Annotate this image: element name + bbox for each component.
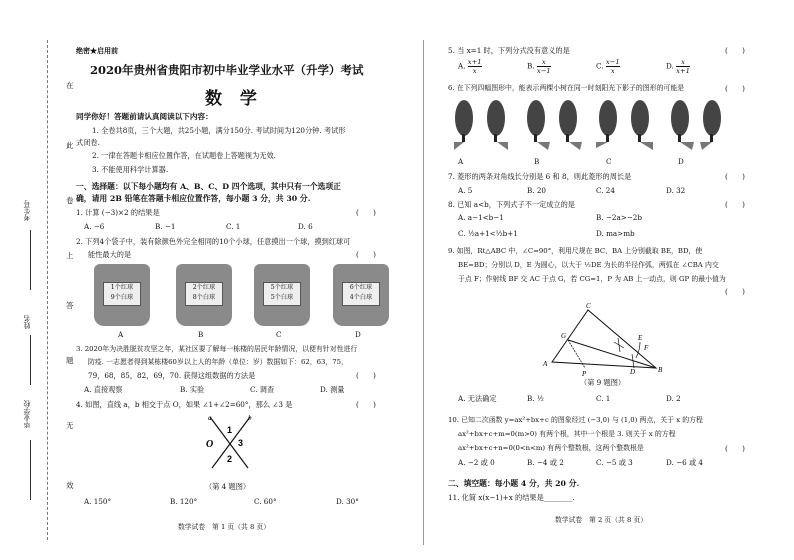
footer-right: 数学试卷 第 2 页（共 8 页） <box>555 516 648 524</box>
q8-paren: ( ) <box>725 200 745 209</box>
page-divider <box>423 40 424 545</box>
subject-title: 数 学 <box>205 89 263 109</box>
point-f: F <box>644 344 649 352</box>
q3-option: D. 测量 <box>320 385 345 394</box>
side-char: 无 <box>66 421 74 430</box>
notice-line: 2. 一律在答题卡相应位置作答，在试题卷上答题视为无效. <box>92 151 276 160</box>
ball-bag <box>333 264 389 326</box>
point-p: P <box>582 370 587 376</box>
q7-option: D. 32 <box>666 186 686 195</box>
q8-option: C. ½a+1<½b+1 <box>458 229 518 238</box>
binding-line <box>47 40 48 540</box>
q11-text: 11. 化简 x(x−1)+x 的结果是________. <box>448 493 575 502</box>
q5-paren: ( ) <box>725 46 745 55</box>
q3-option: C. 调查 <box>250 385 275 394</box>
q3-option: A. 直接观察 <box>84 385 123 394</box>
q7-paren: ( ) <box>725 172 745 181</box>
q3-option: B. 实验 <box>180 385 205 394</box>
q1-paren: ( ) <box>356 208 376 217</box>
side-char: 此 <box>66 141 74 150</box>
q6-option-letter: C <box>606 157 612 166</box>
tree-pair-d <box>671 100 721 150</box>
label-b: b <box>248 414 252 422</box>
ball-bag <box>176 264 232 326</box>
notice-line: 式闭卷. <box>76 138 100 147</box>
q10-text: ax²+bx+c+n=0(0<n<m) 有两个整数根，这两个整数根是 <box>458 444 644 452</box>
q6-paren: ( ) <box>725 84 745 93</box>
ball-bag <box>254 264 310 326</box>
school-label: 毕业学校 <box>23 400 31 428</box>
notice-line: 1. 全卷共8页，三个大题，共25小题，满分150分. 考试时间为120分钟. 考试形 <box>92 126 346 135</box>
q9-figure <box>540 298 665 376</box>
q5-option: D. $\frac{x}{x+1}$ <box>666 58 690 75</box>
q3-paren: ( ) <box>356 371 376 380</box>
point-e: E <box>638 334 643 342</box>
q2-text: 能性最大的是 <box>88 250 132 259</box>
bag-label: 6个红球 4个白球 <box>342 282 380 306</box>
q6-option-letter: B <box>534 157 540 166</box>
name-line <box>30 335 31 385</box>
tree-pair-a <box>454 100 508 150</box>
q6-text: 6. 在下列四幅图形中，能表示两棵小树在同一时刻阳光下影子的图形的可能是 <box>448 84 685 92</box>
q4-paren: ( ) <box>356 400 376 409</box>
q2-option-letter: B <box>198 330 204 339</box>
q10-option: D. −6 或 4 <box>666 458 704 467</box>
point-g: G <box>561 332 567 340</box>
point-d: D <box>630 368 636 376</box>
q7-text: 7. 菱形的两条对角线长分别是 6 和 8，则此菱形的周长是 <box>448 172 632 181</box>
q3-text: 防疫. 一志愿者得到某栋楼60岁以上人的年龄（单位：岁）数据如下：62，63，75， <box>88 358 348 366</box>
q9-option: A. 无法确定 <box>458 394 497 403</box>
exam-title: 2020年贵州省贵阳市初中毕业学业水平（升学）考试 <box>90 63 364 77</box>
side-char: 卷 <box>66 196 74 205</box>
q6-option-letter: D <box>678 157 684 166</box>
label-a: a <box>208 414 212 422</box>
q2-option-letter: A <box>118 330 124 339</box>
name-label: 姓名 <box>23 315 31 329</box>
q7-option: C. 24 <box>596 186 615 195</box>
q8-option: A. a−1<b−1 <box>458 213 504 222</box>
q7-option: A. 5 <box>458 186 473 195</box>
tree-pair-c <box>596 100 653 150</box>
q4-option: A. 150° <box>84 497 112 506</box>
q9-caption: （第 9 题图） <box>580 378 626 387</box>
q4-text: 4. 如图，直线 a，b 相交于点 O，如果 ∠1+∠2=60°，那么 ∠3 是 <box>76 400 293 409</box>
exam-no-line <box>30 230 31 290</box>
q9-text: BE=BD；分别以 D，E 为圆心，以大于 ½DE 为长的半径作弧，两弧在 ∠CBA 内交 <box>458 261 719 269</box>
arc-mark <box>618 338 620 352</box>
angle-2-label: 2 <box>227 454 233 464</box>
point-c: C <box>586 302 591 310</box>
q10-option: A. −2 或 0 <box>458 458 495 467</box>
notice-line: 3. 不能使用科学计算器. <box>92 165 169 174</box>
q4-option: C. 60° <box>254 497 277 506</box>
q6-figure <box>450 98 730 154</box>
tree-pair-b <box>527 100 582 150</box>
point-a: A <box>543 360 548 368</box>
notice-heading: 同学你好！答题前请认真阅读以下内容： <box>76 112 213 121</box>
q5-option: A. $\frac{x+1}{x}$ <box>458 58 482 75</box>
bag-label: 5个红球 5个白球 <box>263 282 301 306</box>
q8-text: 8. 已知 a<b，下列式子不一定成立的是 <box>448 200 575 209</box>
q10-paren: ( ) <box>725 444 745 453</box>
q9-option: C. 1 <box>596 394 611 403</box>
q5-option: B. $\frac{x}{x-1}$ <box>527 58 551 75</box>
q3-text: 79，68，85，82，69，70. 获得这组数据的方法是 <box>88 371 256 380</box>
q9-text: 9. 如图，Rt△ABC 中，∠C=90°，利用尺规在 BC，BA 上分别截取 BE，BD，使 <box>448 247 703 255</box>
secret-label: 绝密★启用前 <box>76 46 118 55</box>
q3-text: 3. 2020年为决胜脱贫攻坚之年，某社区要了解每一栋楼的居民年龄情况，以便有针对性进行 <box>76 345 358 353</box>
side-char: 答 <box>66 301 74 310</box>
q2-option-letter: D <box>355 330 361 339</box>
q6-option-letter: A <box>458 157 464 166</box>
q10-option: C. −5 或 3 <box>596 458 633 467</box>
section1-heading: 确，请用 2B 铅笔在答题卡相应位置作答，每小题 3 分，共 30 分. <box>76 194 311 203</box>
angle-1-label: 1 <box>227 425 233 435</box>
bag-label: 2个红球 8个白球 <box>185 282 223 306</box>
section1-heading: 一、选择题：以下每小题均有 A、B、C、D 四个选项，其中只有一个选项正 <box>76 182 341 191</box>
side-char: 题 <box>66 356 74 365</box>
q1-option: D. 6 <box>298 222 313 231</box>
q2-option-letter: C <box>276 330 282 339</box>
q2-paren: ( ) <box>356 250 376 259</box>
side-char: 效 <box>66 481 74 490</box>
bag-label: 1个红球 9个白球 <box>103 282 141 306</box>
q4-caption: （第 4 题图） <box>205 482 251 491</box>
arc-de <box>636 342 640 358</box>
footer-left: 数学试卷 第 1 页（共 8 页） <box>178 523 271 531</box>
q10-text: 10. 已知二次函数 y=ax²+bx+c 的图象经过 (−3,0) 与 (1,0) 两点，关于 x 的方程 <box>448 416 703 424</box>
q9-paren: ( ) <box>725 287 745 296</box>
q4-option: D. 30° <box>336 497 359 506</box>
q1-option: B. −1 <box>155 222 176 231</box>
exam-no-label: 考生号 <box>23 200 31 221</box>
q7-option: B. 20 <box>527 186 546 195</box>
side-char: 上 <box>66 251 74 260</box>
q9-option: D. 2 <box>666 394 681 403</box>
q4-figure <box>200 412 260 472</box>
q1-option: A. −6 <box>84 222 105 231</box>
angle-3-label: 3 <box>238 438 244 448</box>
q5-option: C. $\frac{x-1}{x}$ <box>596 58 620 75</box>
q8-option: B. −2a>−2b <box>596 213 642 222</box>
q10-option: B. −4 或 2 <box>527 458 564 467</box>
point-b: B <box>658 366 663 374</box>
q10-text: ax²+bx+c+m=0(m>0) 有两个根，其中一个根是 3. 则关于 x 的方程 <box>458 430 676 438</box>
section2-heading: 二、填空题：每小题 4 分，共 20 分. <box>448 479 580 488</box>
q1-option: C. 1 <box>226 222 241 231</box>
q8-option: D. ma>mb <box>596 229 635 238</box>
point-o-label: O <box>206 439 214 450</box>
ball-bag <box>94 264 150 326</box>
q9-text: 于点 F；作射线 BF 交 AC 于点 G，若 CG=1，P 为 AB 上一动点，则 GP 的最小值为 <box>458 275 726 283</box>
school-line <box>30 440 31 500</box>
q5-text: 5. 当 x=1 时，下列分式没有意义的是 <box>448 46 570 55</box>
side-char: 在 <box>66 81 74 90</box>
q4-option: B. 120° <box>170 497 198 506</box>
q1-text: 1. 计算 (−3)×2 的结果是 <box>76 208 160 217</box>
q2-text: 2. 下列4个袋子中，装有除颜色外完全相同的10个小球，任意摸出一个球，摸到红球可 <box>76 237 351 246</box>
q9-option: B. ½ <box>527 394 544 403</box>
